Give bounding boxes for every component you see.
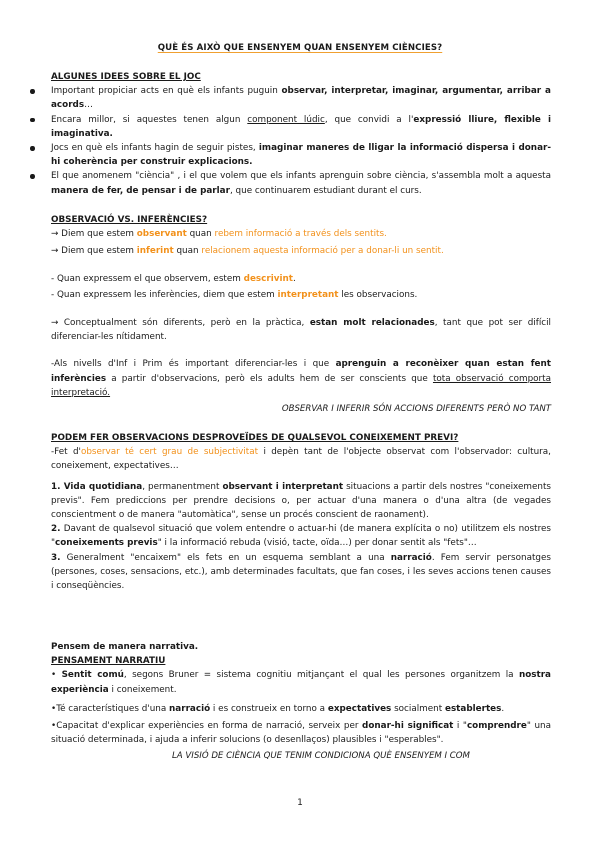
bold-run: comprendre	[466, 721, 527, 732]
page-number: 1	[297, 798, 303, 808]
bold-run: narració	[390, 552, 432, 563]
text-run: •Té característiques d'una	[51, 703, 170, 714]
bullet-dot	[30, 118, 35, 123]
bold-run: estan molt relacionades	[309, 318, 435, 329]
section-quote: LA VISIÓ DE CIÈNCIA QUE TENIM CONDICIONA QUÈ ENSENYEM I COM	[172, 751, 470, 762]
section-heading: PODEM FER OBSERVACIONS DESPROVEÏDES DE QUALSEVOL CONEIXEMENT PREVI?	[51, 433, 459, 443]
text-run: El que anomenem "ciència" , i el que volem que els infants aprenguin sobre ciència, s'assembla molt a aquesta	[51, 171, 551, 182]
text-run: i es construeix en torno a	[210, 703, 328, 714]
text-run: Important propiciar acts en què els infants puguin	[51, 86, 282, 97]
highlight-run: interpretant	[277, 289, 339, 300]
text-run: i "	[453, 721, 467, 732]
bold-run: expectatives	[327, 703, 392, 714]
text-run: .	[501, 703, 505, 714]
bullet-item	[51, 113, 551, 141]
text-run: , que continuarem estudiant durant el curs.	[229, 185, 422, 196]
text-run: Davant de qualsevol situació que volem entendre o actuar-hi (de manera explícita o no) utilitzem els nostres "	[51, 524, 551, 549]
page-title: QUÈ ÉS AIXÒ QUE ENSENYEM QUAN ENSENYEM CIÈNCIES?	[157, 43, 443, 53]
bullet-list	[51, 84, 551, 198]
bold-run: establertes	[444, 703, 502, 714]
underlined-run: tota observació comporta interpretació.	[51, 373, 552, 398]
dash-line	[51, 288, 551, 302]
paragraph	[51, 357, 551, 400]
text-run: , segons Bruner = sistema cognitiu mitjançant el qual les persones organitzem la	[123, 670, 519, 681]
text-run: Jocs en què els infants hagin de seguir pistes,	[51, 143, 259, 154]
text-run: , permanentment	[142, 481, 223, 492]
bold-run: observar, interpretar, imaginar, argumentar, arribar a acords	[51, 86, 551, 111]
paragraph	[51, 702, 551, 716]
bold-run: 3.	[51, 552, 61, 563]
text-run: i coneixement.	[108, 684, 177, 695]
bold-run: 2.	[51, 524, 61, 535]
bold-run: observant i interpretant	[222, 481, 344, 492]
text-run: a partir d'observacions, però els adults hem de ser conscients que	[106, 373, 433, 384]
lead-line: Pensem de manera narrativa.	[51, 642, 199, 652]
text-run: •	[51, 670, 62, 681]
text-run: . Fem servir personatges (persones, coses, sensacions, etc.), amb determinades facultats, que fan coses, i les seves accions tenen causes i conseqüències.	[51, 552, 551, 592]
text-run: → Diem que estem	[51, 229, 137, 240]
bold-run: narració	[169, 703, 211, 714]
numbered-paragraph	[51, 551, 551, 594]
text-run: -Als nivells d'Inf i Prim és important diferenciar-les i que	[51, 359, 336, 370]
text-run: , que convidi a l'	[324, 114, 414, 125]
text-run: .	[292, 273, 296, 284]
arrow-line	[51, 244, 551, 258]
paragraph	[51, 316, 551, 344]
bold-run: aprenguin a reconèixer quan estan fent inferències	[51, 359, 551, 384]
bold-run: manera de fer, de pensar i de parlar	[51, 185, 230, 196]
bold-run: coneixements previs	[55, 538, 158, 549]
highlight-run: observar té cert grau de subjectivitat	[80, 447, 259, 458]
highlight-run: observant	[136, 229, 187, 240]
section-heading: PENSAMENT NARRATIU	[51, 656, 166, 667]
section-quote: OBSERVAR I INFERIR SÓN ACCIONS DIFERENTS PERÒ NO TANT	[281, 404, 551, 415]
bold-run: donar-hi significat	[362, 721, 454, 732]
text-run: Generalment "encaixem" els fets en un esquema semblant a una	[60, 552, 391, 563]
bullet-dot	[30, 146, 35, 151]
highlight-run: rebem informació a través dels sentits.	[214, 229, 387, 240]
highlight-run: descrivint	[243, 273, 293, 284]
highlight-run: relacionem aquesta informació per a donar-li un sentit.	[201, 246, 444, 257]
text-run: •Capacitat d'explicar experiències en forma de narració, serveix per	[51, 721, 363, 732]
text-run: → Conceptualment són diferents, però en la pràctica,	[51, 318, 310, 329]
bullet-item	[51, 169, 551, 197]
underlined-run: component lúdic	[247, 114, 325, 125]
bullet-item	[51, 84, 551, 112]
section-heading: ALGUNES IDEES SOBRE EL JOC	[51, 72, 201, 82]
bold-run: 1. Vida quotidiana	[51, 481, 143, 492]
text-run: " i la informació rebuda (visió, tacte, oïda…) per donar sentit als "fets"…	[157, 538, 477, 549]
bold-run: expressió lliure, flexible i imaginativa.	[51, 114, 552, 139]
bullet-dot	[30, 174, 35, 179]
section-coneixement-previ	[51, 431, 551, 593]
numbered-paragraph	[51, 522, 551, 550]
text-run: Encara millor, si aquestes tenen algun	[51, 114, 248, 125]
section-observacio	[51, 213, 551, 416]
text-run: - Quan expressem el que observem, estem	[51, 273, 244, 284]
text-run: , tant que pot ser difícil diferenciar-les nítidament.	[51, 318, 551, 343]
paragraph	[51, 445, 551, 473]
bold-run: imaginar maneres de lligar la informació dispersa i donar-hi coherència per construir explicacions.	[51, 143, 551, 168]
paragraph	[51, 668, 551, 696]
bold-run: nostra experiència	[51, 670, 551, 695]
bullet-dot	[30, 89, 35, 94]
text-run: …	[84, 100, 93, 111]
arrow-line	[51, 227, 551, 241]
numbered-paragraph	[51, 480, 551, 523]
section-joc	[51, 70, 551, 198]
text-run: i depèn tant de l'objecte observat com l'observador: cultura, coneixement, expectatives…	[51, 447, 551, 472]
highlight-run: inferint	[136, 246, 174, 257]
bullet-item	[51, 141, 551, 169]
dash-line	[51, 272, 551, 286]
text-run: les observacions.	[338, 289, 418, 300]
text-run: → Diem que estem	[51, 246, 137, 257]
text-run: - Quan expressem les inferències, diem que estem	[51, 289, 278, 300]
text-run: quan	[173, 246, 202, 257]
paragraph	[51, 719, 551, 747]
text-run: " una situació determinada, i ajuda a inferir solucions (o desenllaços) plausibles i "esperables".	[51, 721, 551, 746]
section-pensament-narratiu	[51, 640, 551, 764]
text-run: situacions a partir dels nostres "coneixements previs". Fem prediccions per prendre decisions o, per actuar d'una manera o d'una altra (de vegades conscientment o de manera "automàtica", sense un procés conscient de raonament).	[51, 481, 551, 521]
text-run: socialment	[391, 703, 445, 714]
text-run: -Fet d'	[51, 447, 81, 458]
section-heading: OBSERVACIÓ VS. INFERÈNCIES?	[51, 215, 208, 225]
text-run: quan	[186, 229, 215, 240]
bold-run: Sentit comú	[61, 670, 124, 681]
